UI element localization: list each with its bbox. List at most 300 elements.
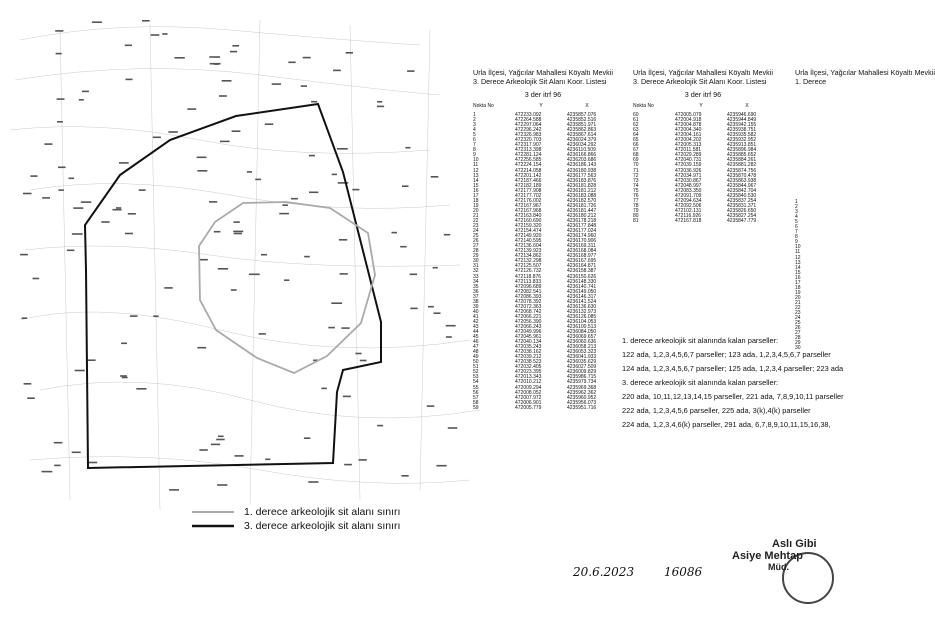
table-cell: 472281.124	[515, 152, 542, 159]
table-cell: 472004.202	[675, 137, 702, 144]
table-cell: 472224.154	[515, 162, 542, 169]
table-cell: 7	[795, 229, 798, 236]
parcel-mark	[209, 201, 217, 203]
parcel-mark	[405, 147, 410, 149]
parcel-mark	[162, 33, 167, 35]
table-cell: 68	[633, 152, 639, 159]
parcel-mark	[431, 176, 439, 178]
parcel-mark	[82, 91, 89, 93]
table-cell: 4236060.636	[567, 339, 597, 346]
note-line: 122 ada, 1,2,3,4,5,6,7 parseller; 123 ada, 1,2,3,4,5,6,7 parseller	[622, 350, 831, 359]
table-cell: 30	[795, 345, 801, 352]
header-point: Nokta No	[473, 103, 494, 109]
parcel-mark	[377, 425, 383, 427]
table-cell: 4236058.213	[567, 344, 597, 351]
table-cell: 4235857.076	[567, 112, 597, 118]
third-degree-boundary	[85, 104, 381, 468]
list-title: Urla İlçesi, Yağcılar Mahallesi Köyaltı Mevkii	[473, 68, 613, 77]
table-cell: 81	[633, 217, 639, 224]
table-cell: 4235896.984	[727, 147, 757, 154]
parcel-mark	[255, 179, 261, 181]
table-cell: 472082.541	[515, 288, 542, 295]
table-cell: 472032.405	[515, 364, 542, 371]
table-cell: 472010.212	[515, 379, 542, 386]
parcel-mark	[444, 234, 450, 236]
note-line: 220 ada, 10,11,12,13,14,15 parseller, 221 ada, 7,8,9,10,11 parseller	[622, 392, 844, 401]
table-cell: 13	[473, 172, 479, 179]
handwritten-date: 20.6.2023	[573, 565, 635, 579]
parcel-mark	[58, 189, 64, 191]
parcel-mark	[27, 397, 35, 399]
table-cell: 472264.588	[515, 117, 542, 124]
table-cell: 1	[795, 199, 798, 205]
table-cell: 8	[473, 147, 476, 154]
table-cell: 11	[795, 249, 801, 256]
table-cell: 13	[795, 259, 801, 266]
table-cell: 472297.064	[515, 122, 542, 129]
list-subtitle: 3. Derece Arkeolojik Sit Alanı Koor. Listesi	[473, 77, 607, 86]
table-cell: 4235844.967	[727, 182, 757, 189]
parcel-mark	[341, 327, 349, 329]
parcel-mark	[309, 192, 318, 194]
table-cell: 16	[795, 274, 801, 281]
table-cell: 47	[473, 344, 479, 351]
table-cell: 4235944.849	[727, 117, 757, 124]
table-cell: 472029.289	[675, 152, 702, 159]
table-cell: 4235969.368	[567, 384, 597, 391]
table-cell: 12	[795, 254, 801, 261]
table-cell: 4235840.530	[727, 192, 757, 199]
parcel-mark	[197, 157, 207, 159]
table-cell: 4236069.657	[567, 334, 597, 341]
table-cell: 4236136.630	[567, 303, 597, 310]
table-cell: 53	[473, 374, 479, 381]
table-cell: 472048.997	[675, 182, 702, 189]
note-line: 3. derece arkeolojik sit alanında kalan parseller:	[622, 378, 779, 387]
table-cell: 66	[633, 142, 639, 149]
parcel-mark	[346, 52, 353, 54]
table-cell: 472149.920	[515, 233, 542, 240]
parcel-mark	[352, 189, 359, 191]
table-cell: 472177.908	[515, 187, 542, 194]
parcel-mark	[448, 427, 458, 429]
table-cell: 1	[473, 112, 476, 118]
stamp-line-2: Asiye Mehtap	[732, 550, 803, 562]
table-cell: 36	[473, 288, 479, 295]
table-cell: 472139.923	[515, 248, 542, 255]
table-cell: 26	[473, 238, 479, 245]
parcel-mark	[89, 462, 98, 464]
parcel-mark	[44, 143, 52, 145]
table-cell: 472313.398	[515, 147, 542, 154]
table-cell: 51	[473, 364, 479, 371]
parcel-mark	[121, 343, 127, 345]
parcel-mark	[116, 207, 121, 209]
list-datum: 3 der itrf 96	[524, 90, 562, 99]
parcel-mark	[265, 123, 274, 125]
table-cell: 4235881.282	[727, 162, 757, 169]
table-cell: 472040.134	[515, 339, 542, 346]
table-cell: 4235960.952	[567, 394, 597, 401]
table-cell: 472201.142	[515, 172, 542, 179]
table-cell: 20	[795, 294, 801, 301]
table-cell: 76	[633, 192, 639, 199]
table-cell: 4235938.751	[727, 127, 757, 134]
legend-line-first	[192, 509, 234, 515]
table-cell: 77	[633, 197, 639, 204]
table-cell: 75	[633, 187, 639, 194]
table-cell: 472317.907	[515, 142, 542, 149]
parcel-mark	[57, 121, 63, 123]
table-cell: 472036.926	[675, 167, 702, 174]
table-cell: 33	[473, 273, 479, 280]
table-cell: 4236146.317	[567, 293, 597, 300]
parcel-mark	[55, 30, 63, 32]
table-cell: 11	[473, 162, 479, 169]
table-cell: 4236168.977	[567, 253, 597, 260]
table-cell: 14	[473, 177, 479, 184]
table-cell: 472167.968	[515, 207, 542, 214]
table-cell: 10	[795, 244, 801, 251]
table-cell: 4235956.073	[567, 399, 597, 406]
table-cell: 472102.131	[675, 207, 702, 214]
parcel-mark	[75, 370, 85, 372]
table-cell: 4235935.582	[727, 132, 757, 139]
parcel-mark	[139, 189, 146, 191]
list-datum: 3 der itrf 96	[684, 90, 722, 99]
parcel-mark	[153, 315, 158, 317]
table-cell: 472034.971	[675, 172, 702, 179]
table-cell: 19	[795, 289, 801, 296]
table-cell: 4236166.866	[567, 152, 597, 159]
parcel-mark	[301, 85, 307, 87]
table-cell: 78	[633, 202, 639, 209]
table-cell: 472177.702	[515, 192, 542, 199]
parcel-mark	[331, 302, 342, 304]
table-cell: 4236181.212	[567, 187, 597, 194]
table-cell: 472320.703	[515, 137, 542, 144]
header-x: X	[745, 103, 749, 109]
coordinate-table	[473, 113, 607, 411]
table-cell: 4236158.387	[567, 268, 597, 275]
table-cell: 15	[473, 182, 479, 189]
table-cell: 8	[795, 234, 798, 241]
table-cell: 74	[633, 182, 639, 189]
table-cell: 40	[473, 308, 479, 315]
table-cell: 4236148.330	[567, 278, 597, 285]
table-cell: 472038.162	[515, 349, 542, 356]
parcel-mark	[197, 347, 206, 349]
table-cell: 4235874.756	[727, 167, 757, 174]
parcel-lines	[10, 20, 480, 510]
table-cell: 65	[633, 137, 639, 144]
table-cell: 4236169.311	[567, 243, 596, 250]
table-cell: 4	[795, 214, 798, 221]
parcel-mark	[22, 317, 28, 319]
table-cell: 472132.298	[515, 258, 542, 265]
table-cell: 472072.363	[515, 303, 542, 310]
table-cell: 4235827.254	[727, 212, 757, 219]
parcel-mark	[291, 198, 298, 200]
table-cell: 54	[473, 379, 479, 386]
stamp-line-1: Aslı Gibi	[772, 538, 817, 550]
parcel-mark	[377, 101, 382, 103]
parcel-mark	[222, 80, 232, 82]
parcel-mark	[333, 70, 341, 72]
parcel-mark	[58, 167, 66, 169]
table-cell: 52	[473, 369, 479, 376]
legend-item-first-degree	[192, 506, 400, 518]
table-cell: 472214.058	[515, 167, 542, 174]
table-cell: 4235986.715	[567, 374, 597, 381]
table-cell: 43	[473, 323, 479, 330]
table-cell: 4235962.362	[567, 389, 597, 396]
table-cell: 67	[633, 147, 639, 154]
table-cell: 30	[473, 258, 479, 265]
table-cell: 7	[473, 142, 476, 149]
table-cell: 4236203.686	[567, 157, 597, 164]
table-cell: 472187.466	[515, 177, 542, 184]
table-cell: 4236084.050	[567, 329, 597, 336]
note-line: 124 ada, 1,2,3,4,5,6,7 parseller; 125 ada, 1,2,3,4 parseller; 223 ada	[622, 364, 844, 373]
parcel-mark	[284, 279, 289, 281]
parcel-mark	[407, 70, 414, 72]
table-cell: 15	[795, 269, 801, 276]
table-cell: 472094.634	[675, 197, 702, 204]
table-cell: 18	[473, 197, 479, 204]
table-cell: 4236178.218	[567, 217, 597, 224]
table-cell: 4236035.629	[567, 359, 597, 366]
table-cell: 472125.507	[515, 263, 542, 270]
table-cell: 472004.878	[675, 122, 702, 129]
parcel-notes	[622, 334, 844, 432]
parcel-mark	[120, 375, 127, 377]
table-cell: 4236027.509	[567, 364, 597, 371]
table-cell: 472159.320	[515, 223, 542, 230]
table-cell: 472009.294	[515, 384, 542, 391]
parcel-mark	[128, 213, 136, 215]
table-cell: 472038.523	[515, 359, 542, 366]
table-cell: 19	[473, 202, 479, 209]
parcel-mark	[168, 131, 177, 133]
table-cell: 25	[473, 233, 479, 240]
parcel-mark	[216, 439, 225, 441]
table-cell: 56	[473, 389, 479, 396]
list-subtitle: 3. Derece Arkeolojik Sit Alanı Koor. Listesi	[633, 77, 767, 86]
table-cell: 17	[473, 192, 479, 199]
table-cell: 4235847.779	[727, 217, 757, 224]
parcel-mark	[125, 233, 133, 235]
table-cell: 58	[473, 399, 479, 406]
header-x: X	[585, 103, 589, 109]
table-cell: 472045.961	[515, 334, 542, 341]
table-cell: 472078.392	[515, 298, 542, 305]
table-cell: 4236053.323	[567, 349, 597, 356]
parcel-mark	[401, 475, 408, 477]
table-cell: 472039.212	[515, 354, 542, 361]
legend-label-first: 1. derece arkeolojik sit alanı sınırı	[244, 506, 401, 518]
table-cell: 37	[473, 293, 479, 300]
table-cell: 4236167.695	[567, 258, 597, 265]
coordinate-list-3	[795, 68, 935, 352]
parcel-mark	[434, 312, 441, 314]
table-cell: 472116.926	[675, 212, 702, 219]
table-cell: 4235885.652	[727, 152, 757, 159]
parcel-mark	[24, 383, 32, 385]
table-cell: 34	[473, 278, 479, 285]
table-cell: 4235913.851	[727, 142, 757, 149]
parcel-mark	[265, 459, 270, 461]
parcel-mark	[332, 174, 337, 176]
legend-label-third: 3. derece arkeolojik sit alanı sınırı	[244, 520, 401, 532]
table-cell: 20	[473, 207, 479, 214]
table-cell: 472006.901	[515, 399, 542, 406]
table-cell: 10	[473, 157, 479, 164]
parcel-mark	[321, 388, 327, 390]
parcel-mark	[308, 481, 318, 483]
parcel-mark	[73, 207, 83, 209]
table-cell: 4236180.938	[567, 167, 597, 174]
parcel-mark	[288, 62, 295, 64]
parcel-mark	[232, 130, 241, 132]
table-cell: 472023.395	[515, 369, 542, 376]
table-cell: 35	[473, 283, 479, 290]
table-cell: 472004.340	[675, 127, 702, 134]
parcel-mark	[126, 79, 133, 81]
table-cell: 4236183.876	[567, 177, 597, 184]
table-cell: 4236183.088	[567, 192, 597, 199]
parcel-mark	[231, 289, 237, 291]
table-row	[473, 406, 607, 411]
table-cell: 4236181.726	[567, 202, 597, 209]
parcel-mark	[234, 221, 240, 223]
parcel-mark	[303, 57, 311, 59]
parcel-mark	[259, 333, 266, 335]
first-degree-boundary	[199, 202, 375, 373]
parcel-mark	[436, 465, 446, 467]
parcel-mark	[119, 162, 129, 164]
table-cell: 4235867.614	[567, 132, 597, 139]
table-cell: 472113.833	[515, 278, 542, 285]
table-cell: 2	[473, 117, 476, 124]
parcel-mark	[309, 155, 315, 157]
table-cell: 472008.052	[515, 389, 542, 396]
parcel-mark	[400, 246, 406, 248]
table-cell: 5	[795, 219, 798, 226]
table-cell: 4235851.971	[567, 122, 597, 129]
parcel-mark	[187, 108, 196, 110]
table-cell: 79	[633, 207, 639, 214]
parcel-mark	[30, 175, 37, 177]
parcel-mark	[122, 377, 128, 379]
table-cell: 472086.393	[515, 293, 542, 300]
table-cell: 23	[473, 223, 479, 230]
parcel-mark	[328, 327, 335, 329]
parcel-mark	[339, 239, 347, 241]
parcel-mark	[214, 231, 221, 233]
table-cell: 4236132.973	[567, 308, 597, 315]
parcel-mark	[151, 34, 160, 36]
table-cell: 4235979.734	[567, 379, 597, 386]
table-cell: 16	[473, 187, 479, 194]
table-cell: 4236186.143	[567, 162, 597, 169]
table-cell: 472011.581	[675, 147, 702, 154]
parcel-mark	[360, 360, 367, 362]
table-cell: 4236180.212	[567, 212, 597, 219]
table-cell: 472176.002	[515, 197, 542, 204]
parcel-mark	[81, 201, 92, 203]
table-cell: 62	[633, 122, 639, 129]
table-cell: 69	[633, 157, 639, 164]
table-cell: 3	[473, 122, 476, 129]
table-cell: 71	[633, 167, 639, 174]
table-cell: 46	[473, 339, 479, 346]
parcel-mark	[72, 233, 83, 235]
table-cell: 4235831.371	[727, 202, 757, 209]
parcel-mark	[20, 254, 28, 256]
parcel-mark	[402, 185, 409, 187]
table-cell: 4	[473, 127, 476, 134]
table-cell: 4236182.570	[567, 197, 597, 204]
stamp-line-3: Müd.	[768, 562, 789, 572]
table-cell: 472005.779	[515, 404, 542, 411]
table-cell: 3	[795, 209, 798, 216]
table-cell: 472134.862	[515, 253, 542, 260]
parcel-mark	[261, 254, 267, 256]
table-cell: 472326.983	[515, 132, 542, 139]
table-cell: 4236009.829	[567, 369, 597, 376]
parcel-mark	[433, 267, 438, 269]
table-cell: 12	[473, 167, 479, 174]
parcel-mark	[377, 106, 384, 108]
parcel-mark	[125, 45, 132, 47]
parcel-mark	[217, 484, 227, 486]
table-cell: 27	[795, 330, 801, 337]
table-cell: 472096.689	[515, 283, 542, 290]
parcel-mark	[79, 99, 84, 101]
table-cell: 472040.731	[675, 157, 702, 164]
parcel-mark	[199, 449, 207, 451]
header-y: Y	[539, 103, 543, 109]
parcel-mark	[23, 193, 32, 195]
parcel-mark	[54, 442, 63, 444]
table-cell: 41	[473, 313, 479, 320]
parcel-mark	[359, 459, 367, 461]
parcel-mark	[233, 231, 243, 233]
parcel-mark	[410, 308, 417, 310]
parcel-mark	[169, 489, 179, 491]
parcel-mark	[210, 63, 221, 65]
table-cell: 29	[795, 340, 801, 347]
table-cell: 72	[633, 172, 639, 179]
table-cell: 472167.818	[675, 217, 702, 224]
parcel-mark	[136, 388, 146, 390]
parcel-mark	[220, 141, 230, 143]
table-cell: 472030.867	[675, 177, 702, 184]
table-cell: 4236041.933	[567, 354, 597, 361]
parcel-mark	[130, 315, 138, 317]
table-cell: 6	[473, 137, 476, 144]
table-cell: 472163.840	[515, 212, 542, 219]
parcel-mark	[209, 56, 220, 58]
table-cell: 9	[795, 239, 798, 246]
parcel-mark	[42, 197, 50, 199]
parcel-mark	[67, 250, 75, 252]
table-cell: 472035.243	[515, 344, 542, 351]
table-cell: 472007.972	[515, 394, 542, 401]
table-cell: 57	[473, 394, 479, 401]
table-cell: 4235884.261	[727, 157, 757, 164]
